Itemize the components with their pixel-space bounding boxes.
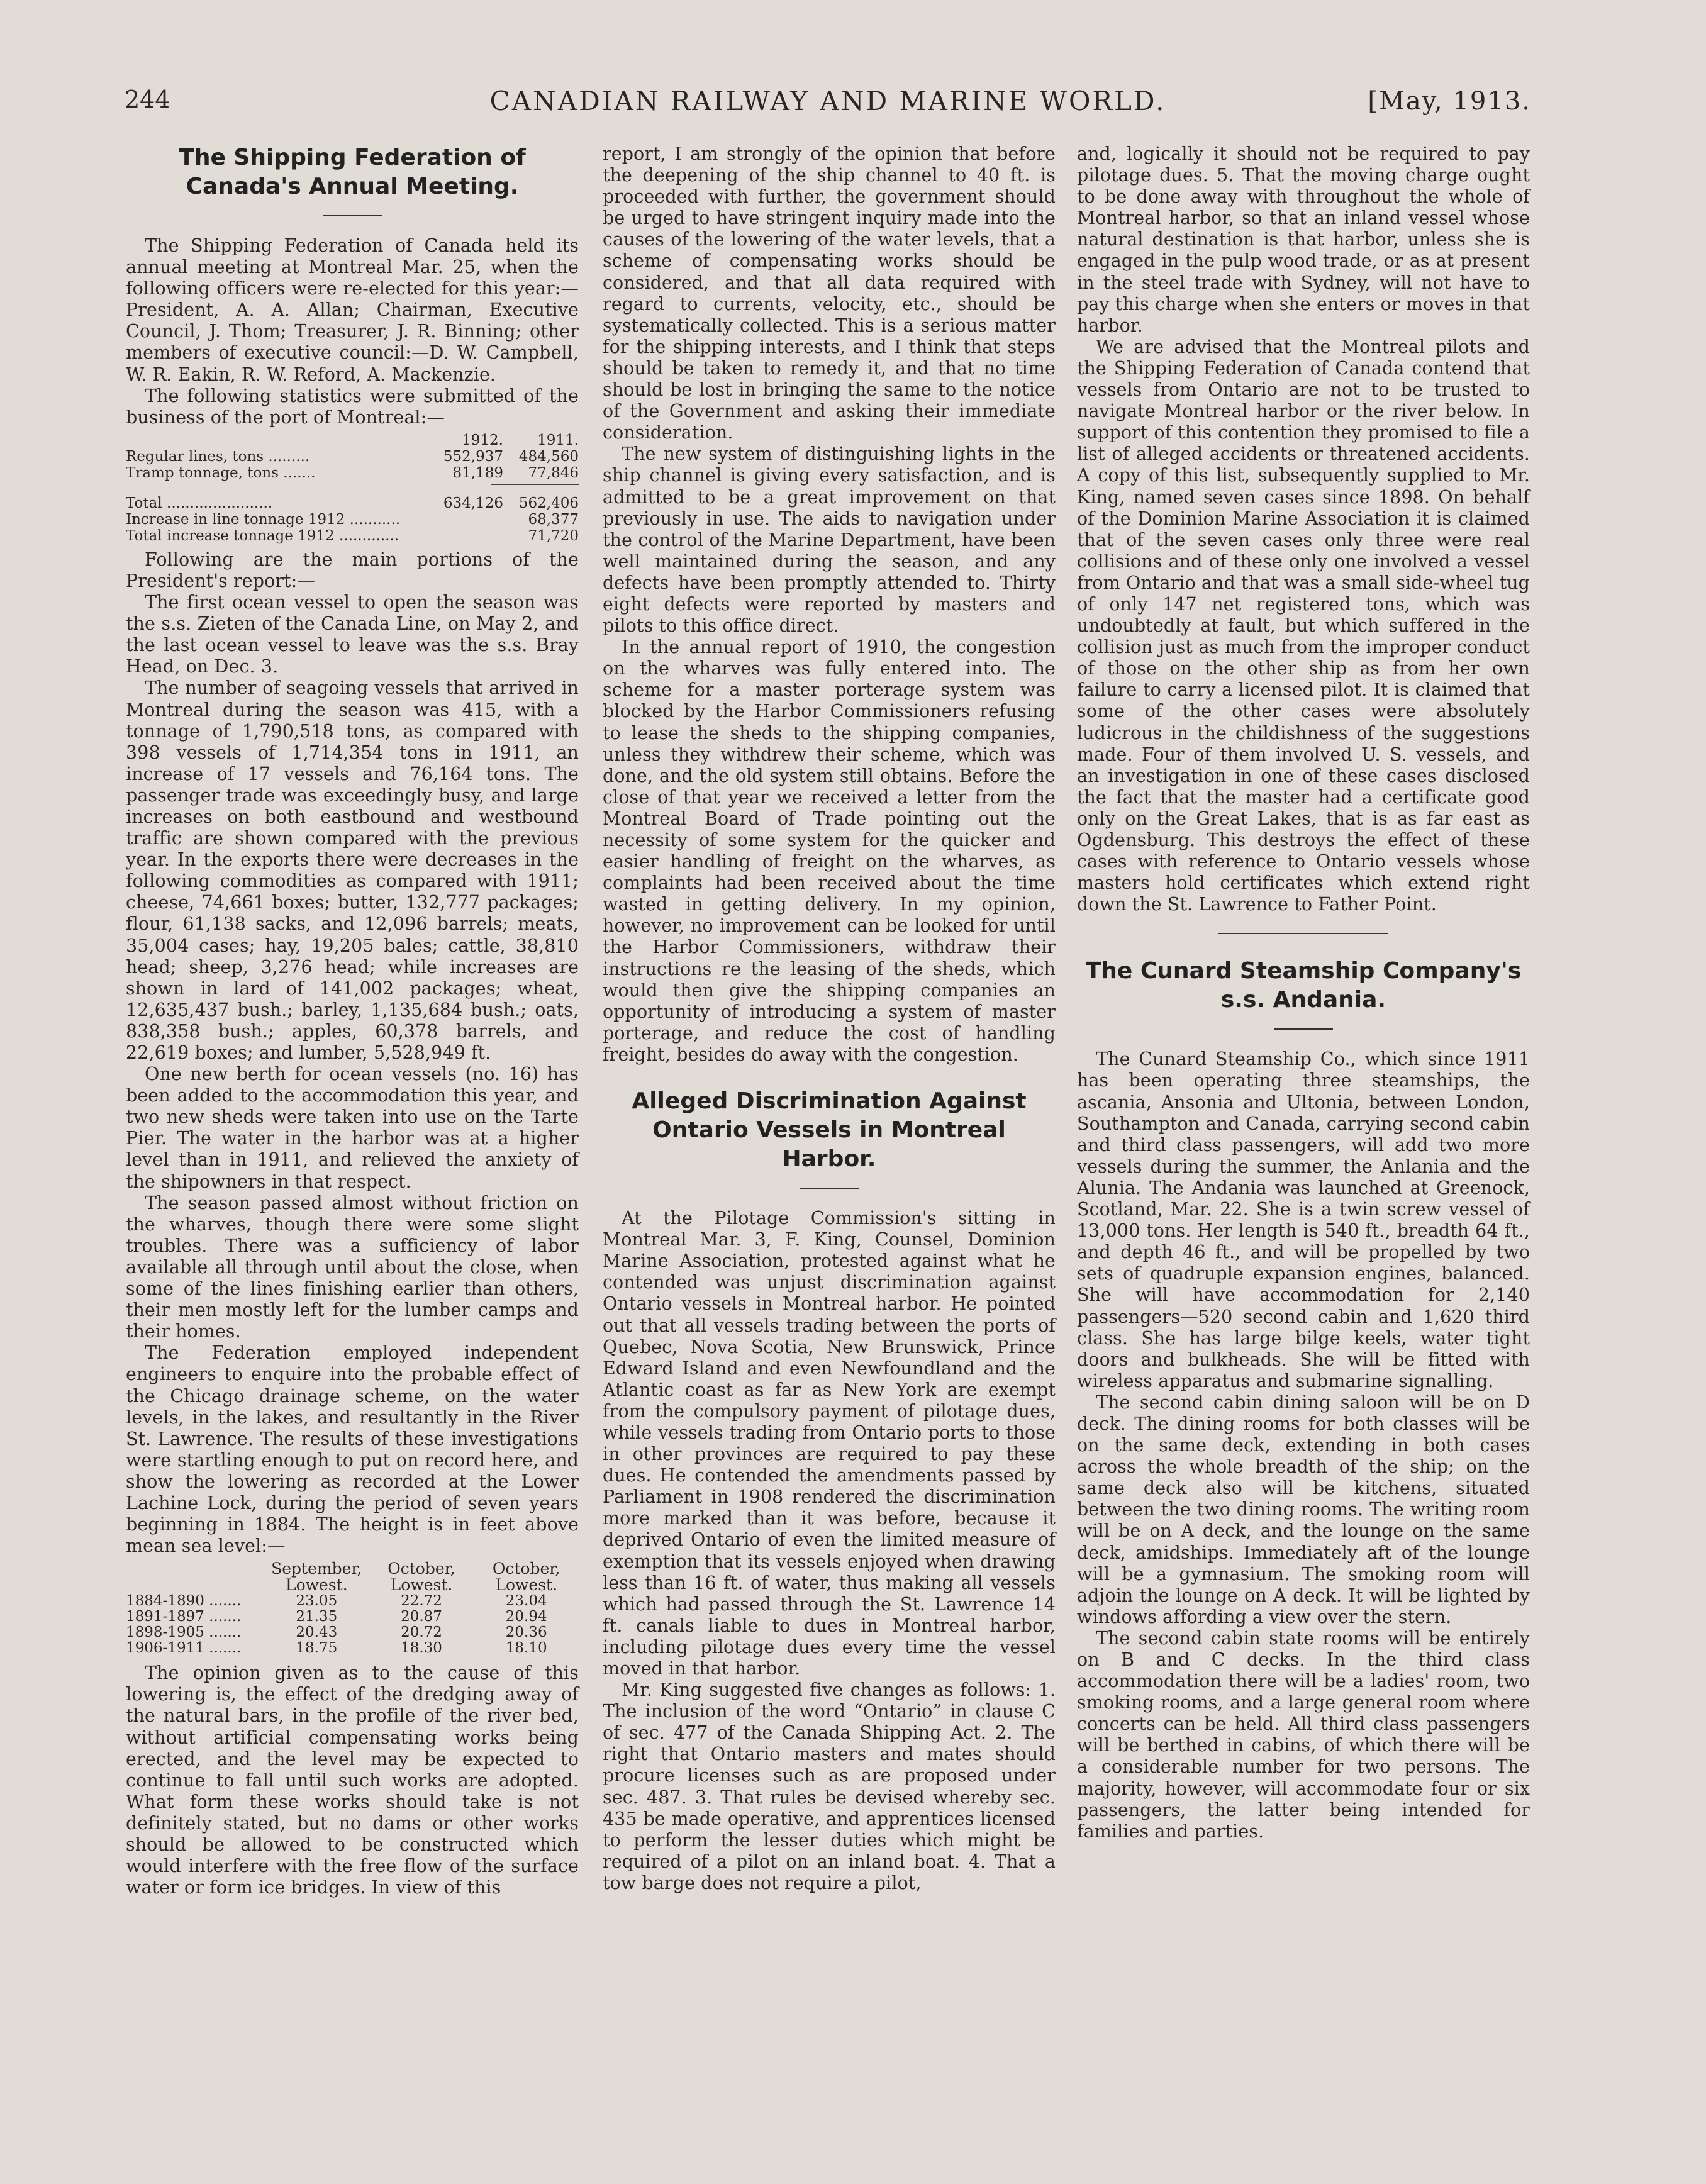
stat-label: Regular lines, tons ......... bbox=[126, 448, 310, 465]
cell: 21.35 bbox=[296, 1608, 338, 1625]
stat-value: 562,406 bbox=[518, 494, 579, 511]
stat-value: 634,126 bbox=[443, 494, 503, 511]
row-label: 1891-1897 ....... bbox=[126, 1608, 242, 1625]
cell: 22.72 bbox=[401, 1593, 442, 1610]
col-subheader-lowest: Lowest. bbox=[390, 1576, 453, 1595]
paragraph: The number of seagoing vessels that arrived in Montreal during the season was 415, with a tonnage of 1,790,518 tons, as compared with 398 vessels of 1,714,354 tons in 1911, an increase of 17 vessels and 76,164 tons. The passenger trade was exceedingly busy, and large increases on both eastbound and westbound traffic are shown compared with the previous year. In the exports there were decreases in the following commodities as compared with 1911; cheese, 74,661 boxes; butter, 132,777 packages; flour, 61,138 sacks, and 12,096 barrels; meats, 35,004 cases; hay, 19,205 bales; cattle, 38,810 head; sheep, 3,276 head; while increases are shown in lard of 141,002 packages; wheat, 12,635,437 bush.; barley, 1,135,684 bush.; oats, 838,358 bush.; apples, 60,378 barrels, and 22,619 boxes; and lumber, 5,528,949 ft. bbox=[126, 677, 579, 1063]
stat-value: 484,560 bbox=[518, 448, 579, 465]
paragraph: The second cabin state rooms will be entirely on B and C decks. In the third class accommodation there will be a ladies' room, two smoking rooms, and a large general room where concerts can be held. All third class passengers will be berthed in cabins, of which there will be a considerable number for two persons. The majority, however, will accommodate four or six passengers, the latter being intended for families and parties. bbox=[1077, 1627, 1530, 1842]
paragraph: and, logically it should not be required to pay pilotage dues. 5. That the moving charge ought to be done away with throughout the whole of Montreal harbor, so that an inland vessel whose natural destination is that harbor, unless she is engaged in the pulp wood trade, or as at present in the steel trade with Sydney, will not have to pay this charge when she enters or moves in that harbor. bbox=[1077, 143, 1530, 336]
cell: 18.30 bbox=[401, 1640, 442, 1657]
publication-title: CANADIAN RAILWAY AND MARINE WORLD. bbox=[489, 86, 1166, 116]
cell: 18.10 bbox=[505, 1640, 547, 1657]
col-header-1912: 1912. bbox=[462, 432, 503, 448]
col-header-october: October, bbox=[492, 1559, 560, 1578]
stat-label: Tramp tonnage, tons ....... bbox=[126, 464, 316, 481]
row-label: 1884-1890 ....... bbox=[126, 1593, 242, 1610]
paragraph: The Cunard Steamship Co., which since 1911 has been operating three steamships, the ascania, Ansonia and Ultonia, between London, Southampton and Canada, carrying second cabin and third class passengers, will add two more vessels during the summer, the Anlania and the Alunia. The Andania was launched at Greenock, Scotland, Mar. 22. She is a twin screw vessel of 13,000 tons. Her length is 540 ft., breadth 64 ft., and depth 46 ft., and will be propelled by two sets of quadruple expansion engines, balanced. She will have accommodation for 2,140 passengers—520 second cabin and 1,620 third class. She has large bilge keels, water tight doors and bulkheads. She will be fitted with wireless apparatus and submarine signalling. bbox=[1077, 1049, 1530, 1391]
cell: 20.94 bbox=[505, 1608, 547, 1625]
stat-label: Increase in line tonnage 1912 ........... bbox=[126, 511, 401, 528]
paragraph: At the Pilotage Commission's sitting in Montreal Mar. 3, F. King, Counsel, Dominion Marine Association, protested against what he contended was unjust discrimination against Ontario vessels in Montreal harbor. He pointed out that all vessels trading between the ports of Quebec, Nova Scotia, New Brunswick, Prince Edward Island and even Newfoundland and the Atlantic coast as far as New York are exempt from the compulsory payment of pilotage dues, while vessels trading from Ontario ports to those in other provinces are required to pay these dues. He contended the amendments passed by Parliament in 1908 rendered the discrimination more marked than it was before, because it deprived Ontario of even the limited measure of exemption that its vessels enjoyed when drawing less than 16 ft. of water, thus making all vessels which had passed through the St. Lawrence 14 ft. canals liable to dues in Montreal harbor, including pilotage dues every time the vessel moved in that harbor. bbox=[603, 1208, 1056, 1679]
paragraph: We are advised that the Montreal pilots and the Shipping Federation of Canada contend that vessels from Ontario are not to be trusted to navigate Montreal harbor or the river below. In support of this contention they promised to file a list of alleged accidents or threatened accidents. A copy of this list, subsequently supplied to Mr. King, named seven cases since 1898. On behalf of the Dominion Marine Association it is claimed that of the seven cases only three were real collisions and of these only one involved a vessel from Ontario and that was a small side-wheel tug of only 147 net registered tons, which was undoubtedly at fault, but which suffered in the collision just as much from the improper conduct of those on the other ship as from her own failure to carry a licensed pilot. It is claimed that some of the other cases were absolutely ludicrous in the childishness of the suggestions made. Four of them involved U. S. vessels, and an investigation in one of these cases disclosed the fact that the master had a certificate good only on the Great Lakes, that is as far east as Ogdensburg. This destroys the effect of these cases with reference to Ontario vessels whose masters hold certificates which extend right down the St. Lawrence to Father Point. bbox=[1077, 336, 1530, 915]
title-rule bbox=[323, 215, 382, 216]
article-title-shipping-federation: The Shipping Federation of Canada's Annual Meeting. bbox=[179, 145, 526, 199]
paragraph: The Federation employed independent engineers to enquire into the probable effect of the Chicago drainage scheme, on the water levels, in the lakes, and resultantly in the River St. Lawrence. The results of these investigations were startling enough to put on record here, and show the lowering as recorded at the Lower Lachine Lock, during the period of seven years beginning in 1884. The height is in feet above mean sea level:— bbox=[126, 1342, 579, 1557]
paragraph: In the annual report of 1910, the congestion on the wharves was fully entered into. The scheme for a master porterage system was blocked by the Harbor Commissioners refusing to lease the sheds to the shipping companies, unless they withdrew their scheme, which was done, and the old system still obtains. Before the close of that year we received a letter from the Montreal Board of Trade pointing out the necessity of some system for the quicker and easier handling of freight on the wharves, as complaints had been received about the time wasted in getting delivery. In my opinion, however, no improvement can be looked for until the Harbor Commissioners, withdraw their instructions re the leasing of the sheds, which would then give the shipping companies an opportunity of introducing a system of master porterage, and reduce the cost of handling freight, besides do away with the congestion. bbox=[603, 637, 1056, 1065]
paragraph: Following are the main portions of the President's report:— bbox=[126, 549, 579, 591]
row-label: 1898-1905 ....... bbox=[126, 1624, 242, 1641]
column-1 bbox=[126, 143, 579, 1898]
article-title-cunard-andania: The Cunard Steamship Company's s.s. Andania. bbox=[1085, 958, 1522, 1013]
cell: 20.43 bbox=[296, 1624, 338, 1641]
page-header bbox=[125, 81, 1531, 137]
paragraph: The Shipping Federation of Canada held its annual meeting at Montreal Mar. 25, when the following officers were re-elected for this year:—President, A. A. Allan; Chairman, Executive Council, J. Thom; Treasurer, J. R. Binning; other members of executive council:—D. W. Campbell, W. R. Eakin, R. W. Reford, A. Mackenzie. bbox=[126, 235, 579, 385]
title-rule bbox=[800, 1188, 859, 1189]
paragraph: One new berth for ocean vessels (no. 16) has been added to the accommodation this year, and two new sheds were taken into use on the Tarte Pier. The water in the harbor was at a higher level than in 1911, and relieved the anxiety of the shipowners in that respect. bbox=[126, 1064, 579, 1192]
col-header-september: September, bbox=[271, 1559, 362, 1578]
col-header-october: October, bbox=[387, 1559, 455, 1578]
paragraph: The second cabin dining saloon will be on D deck. The dining rooms for both classes will be on the same deck, extending in both cases across the whole breadth of the ship; on the same deck also will be kitchens, situated between the two dining rooms. The writing room will be on A deck, and the lounge on the same deck, amidships. Immediately aft of the lounge will be a gymnasium. The smoking room will adjoin the lounge on A deck. It will be lighted by windows affording a view over the stern. bbox=[1077, 1391, 1530, 1627]
paragraph: The following statistics were submitted of the business of the port of Montreal:— bbox=[126, 385, 579, 428]
stat-value: 81,189 bbox=[452, 464, 503, 481]
paragraph: Mr. King suggested five changes as follows: 1. The inclusion of the word “Ontario” in clause C of sec. 477 of the Canada Shipping Act. 2. The right that Ontario masters and mates should procure licenses such as are proposed under sec. 487. 3. That rules be devised whereby sec. 435 be made operative, and apprentices licensed to perform the lesser duties which might be required of a pilot on an inland boat. 4. That a tow barge does not require a pilot, bbox=[603, 1680, 1056, 1893]
col-subheader-lowest: Lowest. bbox=[286, 1576, 348, 1595]
col-subheader-lowest: Lowest. bbox=[495, 1576, 558, 1595]
row-label: 1906-1911 ....... bbox=[126, 1640, 242, 1657]
issue-date: [May, 1913. bbox=[1368, 87, 1531, 116]
table-row bbox=[126, 1625, 579, 1641]
paragraph: report, I am strongly of the opinion that before the deepening of the ship channel to 40 ft. is proceeded with further, the government should be urged to have stringent inquiry made into the causes of the lowering of the water levels, that a scheme of compensating works should be considered, and that all data required with regard to currents, velocity, etc., should be systematically collected. This is a serious matter for the shipping interests, and I think that steps should be taken to remedy it, and that no time should be lost in bringing the same to the notice of the Government and asking their immediate consideration. bbox=[603, 143, 1056, 443]
stat-value: 77,846 bbox=[528, 464, 579, 481]
page-number: 244 bbox=[125, 86, 170, 113]
title-rule bbox=[1274, 1028, 1333, 1030]
column-2 bbox=[603, 143, 1056, 1894]
table-row bbox=[126, 1593, 579, 1609]
paragraph: The season passed almost without friction on the wharves, though there were some slight troubles. There was a sufficiency of labor available all through until about the close, when some of the lines finishing earlier than others, their men mostly left for the lumber camps and their homes. bbox=[126, 1192, 579, 1342]
section-rule bbox=[1218, 933, 1388, 934]
cell: 20.72 bbox=[401, 1624, 442, 1641]
stat-value: 71,720 bbox=[528, 527, 579, 544]
table-row bbox=[126, 1641, 579, 1656]
stat-value: 68,377 bbox=[528, 511, 579, 528]
col-header-1911: 1911. bbox=[537, 432, 579, 448]
paragraph: The new system of distinguishing lights in the ship channel is giving every satisfaction, and is admitted to be a great improvement on that previously in use. The aids to navigation under the control of the Marine Department, have been well maintained during the season, and any defects have been promptly attended to. Thirty eight defects were reported by masters and pilots to this office direct. bbox=[603, 443, 1056, 637]
cell: 18.75 bbox=[296, 1640, 338, 1657]
paragraph: The first ocean vessel to open the season was the s.s. Zieten of the Canada Line, on May 2, and the last ocean vessel to leave was the s.s. Bray Head, on Dec. 3. bbox=[126, 592, 579, 677]
cell: 23.05 bbox=[296, 1593, 338, 1610]
paragraph: The opinion given as to the cause of this lowering is, the effect of the dredging away of the natural bars, in the profile of the river bed, without artificial compensating works being erected, and the level may be expected to continue to fall until such works are adopted. What form these works should take is not definitely stated, but no dams or other works should be allowed to be constructed which would interfere with the free flow of the surface water or form ice bridges. In view of this bbox=[126, 1663, 579, 1898]
port-statistics-table bbox=[126, 432, 579, 544]
article-title-alleged-discrimination: Alleged Discrimination Against Ontario Vessels in Montreal Harbor. bbox=[632, 1088, 1027, 1173]
sea-level-table bbox=[126, 1561, 579, 1656]
stat-label: Total increase tonnage 1912 ............. bbox=[126, 527, 399, 544]
stat-label: Total ....................... bbox=[126, 494, 273, 511]
cell: 23.04 bbox=[505, 1593, 547, 1610]
table-row bbox=[126, 1609, 579, 1625]
column-3 bbox=[1077, 143, 1530, 1842]
stat-value: 552,937 bbox=[443, 448, 503, 465]
cell: 20.87 bbox=[401, 1608, 442, 1625]
cell: 20.36 bbox=[505, 1624, 547, 1641]
